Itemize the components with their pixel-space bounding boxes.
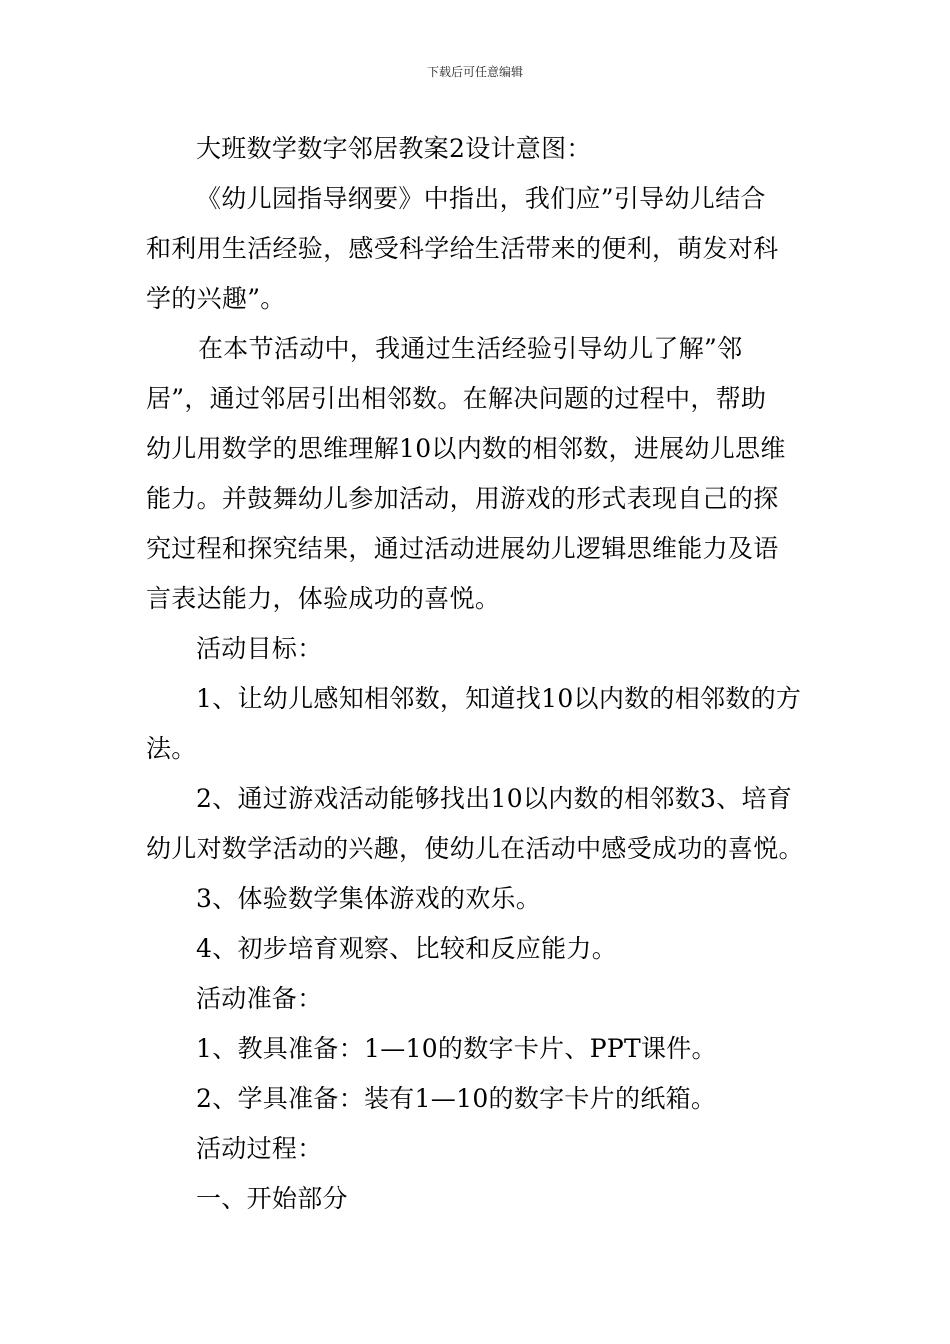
list-item: 4、初步培育观察、比较和反应能力。 <box>196 934 618 963</box>
paragraph-line: 在本节活动中，我通过生活经验引导幼儿了解”邻 <box>198 334 743 363</box>
paragraph-line: 居”，通过邻居引出相邻数。在解决问题的过程中，帮助 <box>146 384 767 413</box>
subsection-heading: 一、开始部分 <box>196 1184 348 1213</box>
document-body <box>146 124 806 1224</box>
list-item: 2、学具准备：装有1—10的数字卡片的纸箱。 <box>196 1084 717 1113</box>
paragraph-line: 究过程和探究结果，通过活动进展幼儿逻辑思维能力及语 <box>146 534 779 563</box>
section-heading: 活动目标： <box>196 634 323 663</box>
paragraph-line: 《幼儿园指导纲要》中指出，我们应”引导幼儿结合 <box>196 184 766 213</box>
paragraph-line: 能力。并鼓舞幼儿参加活动，用游戏的形式表现自己的探 <box>146 484 779 513</box>
title-line: 大班数学数字邻居教案2设计意图： <box>196 134 592 163</box>
paragraph-line: 言表达能力，体验成功的喜悦。 <box>146 584 501 613</box>
page-header-note: 下载后可任意编辑 <box>426 65 523 79</box>
section-heading: 活动准备： <box>196 984 323 1013</box>
list-item: 1、让幼儿感知相邻数，知道找10以内数的相邻数的方 <box>196 684 802 713</box>
paragraph-line: 和利用生活经验，感受科学给生活带来的便利，萌发对科 <box>146 234 779 263</box>
paragraph-line: 幼儿用数学的思维理解10以内数的相邻数，进展幼儿思维 <box>146 434 786 463</box>
list-item-continuation: 法。 <box>146 734 197 763</box>
list-item-continuation: 幼儿对数学活动的兴趣，使幼儿在活动中感受成功的喜悦。 <box>146 834 804 863</box>
list-item: 3、体验数学集体游戏的欢乐。 <box>196 884 542 913</box>
paragraph-line: 学的兴趣”。 <box>146 284 286 313</box>
list-item: 2、通过游戏活动能够找出10以内数的相邻数3、培育 <box>196 784 793 813</box>
list-item: 1、教具准备：1—10的数字卡片、PPT课件。 <box>196 1034 717 1063</box>
section-heading: 活动过程： <box>196 1134 323 1163</box>
